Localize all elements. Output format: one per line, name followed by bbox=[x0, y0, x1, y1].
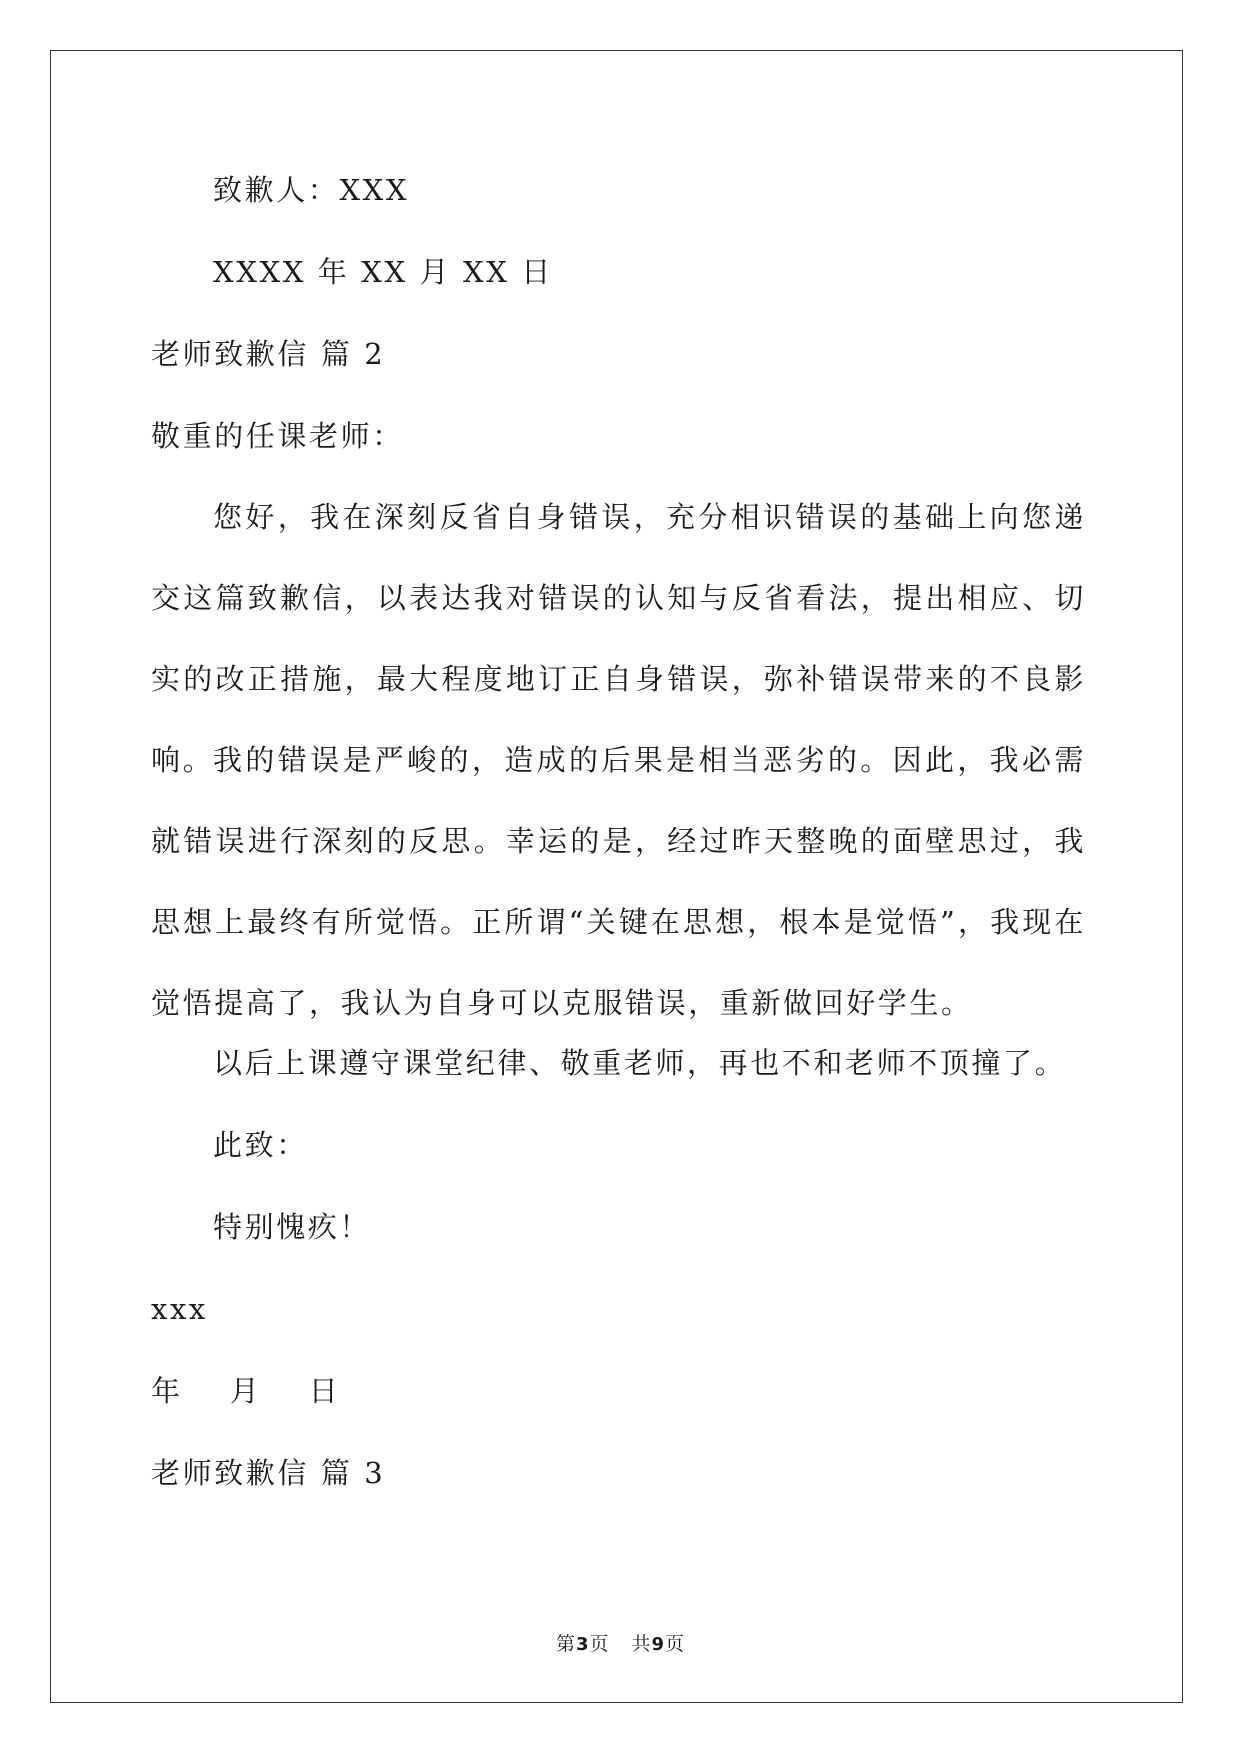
footer-total-number: 9 bbox=[651, 1634, 666, 1655]
signature-placeholder: xxx bbox=[151, 1292, 208, 1326]
footer-page-prefix: 第 bbox=[555, 1633, 576, 1655]
page-footer bbox=[0, 1632, 1241, 1657]
footer-total-prefix: 共 bbox=[631, 1633, 652, 1655]
paragraph-promise: 以后上课遵守课堂纪律、敬重老师，再也不和老师不顶撞了。 bbox=[213, 1046, 1067, 1080]
footer-page-suffix: 页 bbox=[589, 1633, 610, 1655]
date-line: XXXX 年 XX 月 XX 日 bbox=[213, 255, 553, 289]
salutation: 敬重的任课老师： bbox=[151, 419, 404, 453]
section-heading-3: 老师致歉信 篇 3 bbox=[151, 1456, 386, 1490]
date-placeholder: 年 月 日 bbox=[151, 1374, 341, 1408]
footer-total-suffix: 页 bbox=[665, 1633, 686, 1655]
paragraph-reflection: 我的错误是严峻的，造成的后果是相当恶劣的。因此，我必需就错误进行深刻的反思。幸运的是，经过昨天整晚的面壁思过，我思想上最终有所觉悟。正所谓“关键在思想，根本是觉悟”，我现在觉悟提高了，我认为自身可以克服错误，重新做回好学生。 bbox=[151, 743, 1086, 1020]
closing-regret: 特别愧疚！ bbox=[213, 1210, 372, 1244]
paragraph-apology-intro: 您好，我在深刻反省自身错误，充分相识错误的基础上向您递交这篇致歉信，以表达我对错误的认知与反省看法，提出相应、切实的改正措施，最大程度地订正自身错误，弥补错误带来的不良影响。 bbox=[151, 500, 1086, 777]
closing-salute: 此致： bbox=[213, 1128, 308, 1162]
footer-page-number: 3 bbox=[575, 1634, 590, 1655]
section-heading-2: 老师致歉信 篇 2 bbox=[151, 337, 386, 371]
signer-line: 致歉人：XXX bbox=[213, 173, 410, 207]
